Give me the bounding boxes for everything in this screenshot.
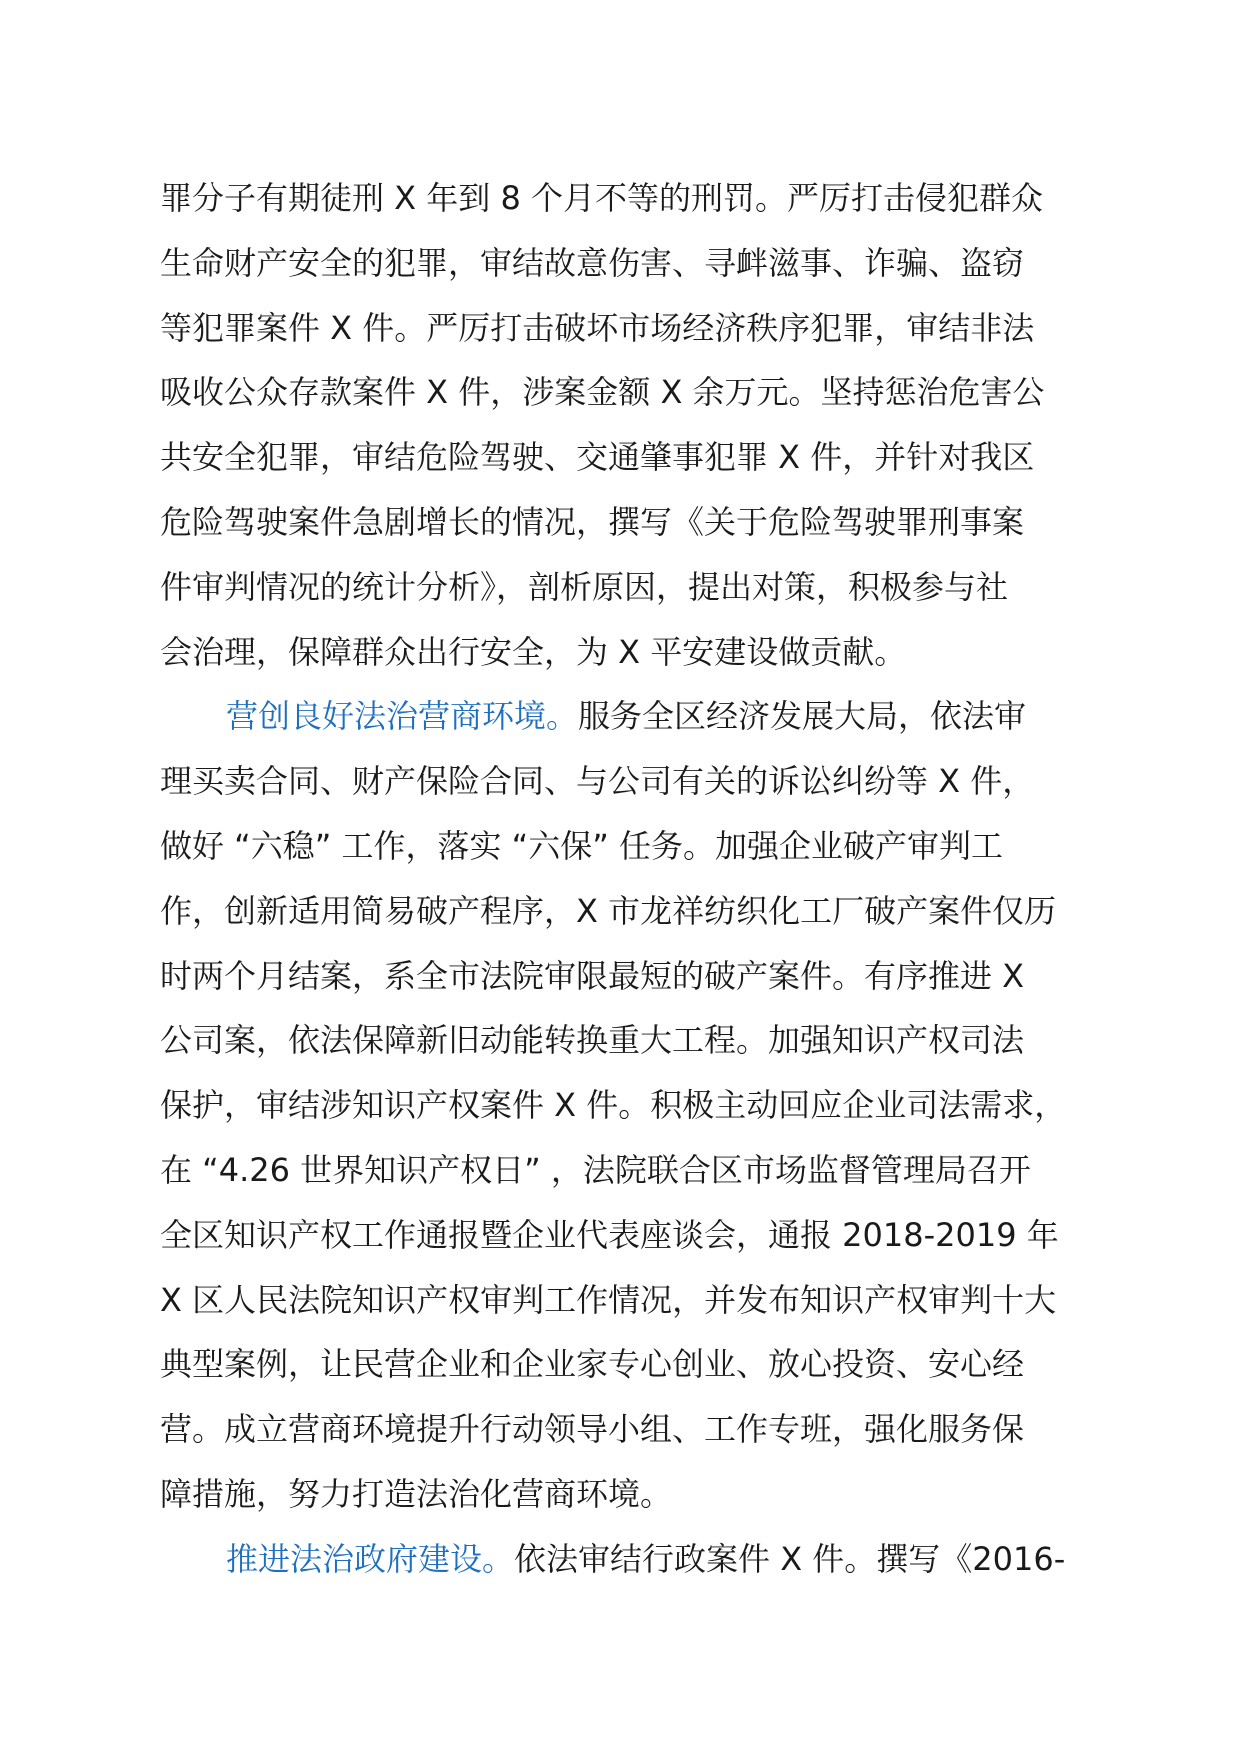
text-line-first <box>160 684 1115 749</box>
text-line: 件审判情况的统计分析》，剖析原因，提出对策，积极参与社 <box>160 567 1009 606</box>
text-line: X 区人民法院知识产权审判工作情况，并发布知识产权审判十大 <box>160 1280 1057 1319</box>
section-heading: 推进法治政府建设。 <box>226 1539 515 1578</box>
text-line: 作，创新适用简易破产程序，X 市龙祥纺织化工厂破产案件仅历 <box>160 891 1057 930</box>
text-run: 依法审结行政案件 X 件。撰写《2016- <box>514 1539 1066 1578</box>
text-line: 罪分子有期徒刑 X 年到 8 个月不等的刑罚。严厉打击侵犯群众 <box>160 179 1043 217</box>
text-line: 公司案，依法保障新旧动能转换重大工程。加强知识产权司法 <box>160 1021 1025 1060</box>
paragraph-rule-of-law-government <box>160 1527 1115 1592</box>
text-line: 吸收公众存款案件 X 件，涉案金额 X 余万元。坚持惩治危害公 <box>160 373 1045 412</box>
text-line: 危险驾驶案件急剧增长的情况，撰写《关于危险驾驶罪刑事案 <box>160 502 1025 541</box>
text-line: 会治理，保障群众出行安全，为 X 平安建设做贡献。 <box>160 632 907 671</box>
text-line: 保护，审结涉知识产权案件 X 件。积极主动回应企业司法需求， <box>160 1086 1067 1125</box>
text-run: 服务全区经济发展大局，依法审 <box>578 697 1027 736</box>
text-line: 做好 “六稳” 工作，落实 “六保” 任务。加强企业破产审判工 <box>160 826 1004 865</box>
text-line: 生命财产安全的犯罪，审结故意伤害、寻衅滋事、诈骗、盗窃 <box>160 243 1025 282</box>
text-line: 典型案例，让民营企业和企业家专心创业、放心投资、安心经 <box>160 1345 1025 1384</box>
text-line: 在 “4.26 世界知识产权日” ，法院联合区市场监督管理局召开 <box>160 1150 1031 1189</box>
text-line: 共安全犯罪，审结危险驾驶、交通肇事犯罪 X 件，并针对我区 <box>160 438 1035 477</box>
paragraph-criminal-trials <box>160 166 1115 684</box>
text-line: 理买卖合同、财产保险合同、与公司有关的诉讼纠纷等 X 件， <box>160 762 1035 801</box>
text-line-first <box>160 1527 1115 1592</box>
text-line: 障措施，努力打造法治化营商环境。 <box>160 1474 673 1513</box>
text-line: 等犯罪案件 X 件。严厉打击破坏市场经济秩序犯罪，审结非法 <box>160 308 1035 347</box>
text-line: 时两个月结案，系全市法院审限最短的破产案件。有序推进 X <box>160 956 1025 995</box>
document-page <box>160 166 1115 1592</box>
section-heading: 营创良好法治营商环境。 <box>226 697 579 736</box>
text-line: 全区知识产权工作通报暨企业代表座谈会，通报 2018-2019 年 <box>160 1215 1059 1254</box>
text-line: 营。成立营商环境提升行动领导小组、工作专班，强化服务保 <box>160 1410 1025 1449</box>
paragraph-business-environment <box>160 684 1115 1526</box>
